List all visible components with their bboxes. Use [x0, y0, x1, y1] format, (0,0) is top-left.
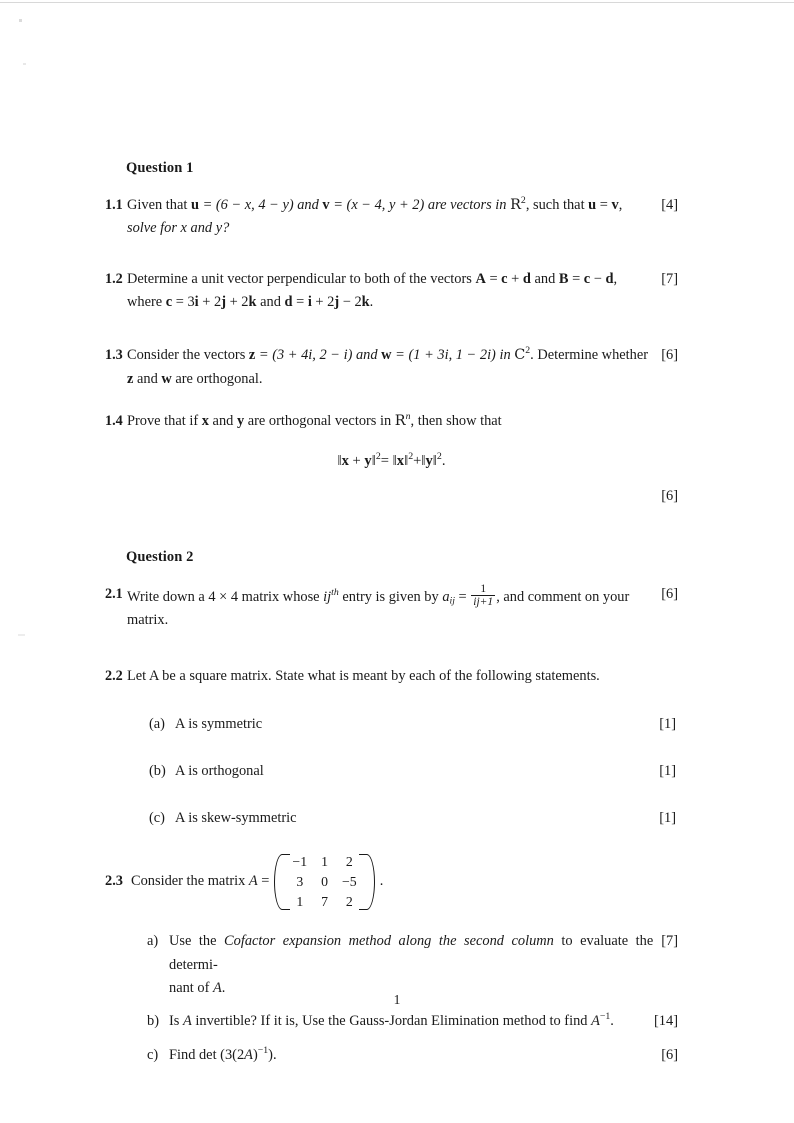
item-mark: [6]: [661, 1046, 678, 1063]
fraction-one-over-ij-plus-one: $\frac{1}{ij+1}$: [473, 583, 494, 609]
question-item-1-2: [105, 268, 678, 315]
vector-d: d: [522, 270, 531, 287]
question-item-2-2-c: [149, 807, 678, 830]
item-number: 1.4: [105, 412, 123, 429]
unit-vector-j: j: [221, 293, 226, 310]
item-text: Determine a unit vector perpendicular to both of the vectors A = c + d and B = c − d, where c = 3i + 2j + 2k and d = i + 2j − 2k.: [127, 270, 618, 310]
matrix-trailing-period: .: [379, 873, 384, 890]
question-item-2-1: [105, 583, 678, 632]
item-text: Consider the vectors z = (3 + 4i, 2 − i) and w = (1 + 3i, 1 − 2i) in $C^2$. Determine whether z and w are orthogonal.: [127, 345, 649, 387]
page-number: 1: [393, 992, 401, 1007]
item-number: 1.1: [105, 197, 123, 213]
item-text: Let A be a square matrix. State what is meant by each of the following statements.: [127, 668, 600, 685]
emphasised-method-name: Cofactor expansion method along the second column: [224, 933, 554, 950]
item-text: Given that u = (6 − x, 4 − y) and v = (x − 4, y + 2) are vectors in $R^2$, such that u = v, solve for x and y?: [127, 195, 623, 237]
item-text: Consider the matrix A =: [131, 873, 270, 890]
right-paren: [367, 852, 378, 913]
document-body: [105, 160, 678, 1067]
vector-v: v: [611, 197, 619, 213]
field-exponent: 2: [520, 195, 526, 207]
vector-y: y: [236, 412, 245, 429]
vector-v: v: [322, 197, 330, 213]
item-number: 1.2: [105, 270, 123, 287]
item-mark: [1]: [659, 809, 676, 826]
question-1-heading: Question 1: [126, 160, 194, 176]
item-mark: [7]: [661, 270, 678, 287]
real-field-symbol: R: [394, 412, 406, 429]
item-mark: [1]: [659, 715, 676, 732]
item-text-line-2: z and w are orthogonal.: [127, 370, 263, 387]
vector-w: w: [381, 347, 392, 364]
item-mark: [1]: [659, 762, 676, 779]
matrix-cell: 3: [296, 873, 304, 889]
unit-vector-j: j: [334, 293, 340, 310]
sub-item-text: A is symmetric: [175, 715, 263, 732]
question-item-2-3-b: [147, 1010, 678, 1033]
item-text-line-2: where c = 3i + 2j + 2k and d = i + 2j − 2k.: [127, 293, 374, 310]
field-exponent: 2: [525, 345, 531, 357]
item-number: 2.2: [105, 668, 123, 685]
sub-item-label: (c): [149, 809, 165, 826]
question-2-heading: Question 2: [126, 549, 194, 566]
matrix-cell: 1: [321, 853, 329, 869]
matrix-inverse: A: [591, 1013, 600, 1030]
question-item-1-3: [105, 344, 678, 391]
norm-identity-equation: ‖x + y‖$^2$= ‖x‖$^2$+‖y‖$^2$.: [337, 451, 446, 470]
complex-field-symbol: C: [514, 347, 526, 364]
sub-item-text: A is orthogonal: [175, 762, 264, 779]
item-number: 2.3: [105, 873, 123, 890]
matrix-A: [271, 852, 377, 913]
matrix-cell: 2: [345, 894, 353, 910]
scan-speckle: [19, 19, 22, 22]
sub-item-label: a): [147, 933, 159, 950]
vector-x: x: [201, 412, 209, 429]
item-text-line-2: matrix.: [127, 611, 169, 628]
item-number: 1.3: [105, 347, 123, 364]
unit-vector-k: k: [248, 293, 257, 310]
item-text: Prove that if x and y are orthogonal vectors in $R^n$, then show that: [127, 411, 502, 429]
vector-c: c: [501, 270, 508, 287]
question-item-1-4: [105, 410, 678, 433]
item-text-line-2: solve for x and y?: [127, 220, 230, 237]
sub-item-text: Use the Cofactor expansion method along the second column to evaluate the determi- nant of A.: [169, 933, 654, 996]
vector-A: A: [475, 270, 486, 287]
scan-speckle: [18, 634, 25, 636]
item-mark: [14]: [654, 1013, 678, 1030]
question-item-2-3-c: [147, 1044, 678, 1067]
sub-item-label: (a): [149, 715, 165, 732]
left-paren: [271, 852, 282, 913]
question-item-1-1: [105, 194, 678, 241]
item-mark: [4]: [661, 197, 678, 213]
item-mark: [6]: [661, 488, 678, 505]
matrix-cell: −1: [292, 853, 308, 869]
vector-B: B: [558, 270, 569, 287]
vector-u: u: [190, 197, 199, 213]
matrix-cell: 7: [321, 894, 329, 910]
field-exponent: n: [405, 411, 411, 423]
question-item-2-2-b: [149, 760, 678, 783]
question-item-2-3-a: [147, 930, 678, 1000]
matrix-entry-a: a: [442, 588, 450, 605]
matrix-row: [285, 852, 363, 872]
sub-item-text: Is A invertible? If it is, Use the Gauss-Jordan Elimination method to find $A^{-1}$.: [169, 1011, 614, 1030]
index-ij: ij: [323, 588, 332, 605]
sub-item-label: b): [147, 1013, 159, 1030]
matrix-row: [285, 892, 363, 912]
sub-item-text: A is skew-symmetric: [175, 809, 297, 826]
matrix-cell: 1: [296, 894, 304, 910]
scan-speckle: [23, 63, 26, 65]
vector-z: z: [248, 347, 256, 364]
real-field-symbol: R: [510, 197, 521, 213]
unit-vector-i: i: [194, 293, 199, 310]
item-mark: [6]: [661, 586, 678, 603]
vector-c: c: [583, 270, 591, 287]
sub-item-label: c): [147, 1046, 159, 1063]
scan-edge-line: [0, 2, 794, 3]
question-item-2-3: [105, 852, 678, 913]
question-item-2-2-a: [149, 713, 678, 736]
matrix-grid: [285, 852, 363, 913]
item-number: 2.1: [105, 586, 123, 603]
matrix-cell: −5: [342, 873, 357, 889]
sub-item-label: (b): [149, 762, 166, 779]
item-mark: [6]: [661, 347, 678, 364]
matrix-A-symbol: A: [248, 873, 258, 890]
sub-item-text: Find $\det (3(2A)^{-1})$.: [169, 1044, 277, 1063]
question-item-2-2: [105, 665, 678, 688]
vector-u: u: [588, 197, 597, 213]
matrix-cell: 2: [345, 853, 353, 869]
matrix-cell: 0: [321, 873, 329, 889]
matrix-row: [285, 872, 363, 892]
vector-d: d: [605, 270, 614, 287]
unit-vector-i: i: [307, 293, 312, 310]
unit-vector-k: k: [361, 293, 370, 310]
item-mark: [7]: [661, 933, 678, 950]
item-text: Write down a 4 × 4 matrix whose $ij^{th}$ entry is given by $a_{ij}$ = $\frac{1}{ij+1}$ , and comment on your matrix.: [127, 583, 630, 628]
